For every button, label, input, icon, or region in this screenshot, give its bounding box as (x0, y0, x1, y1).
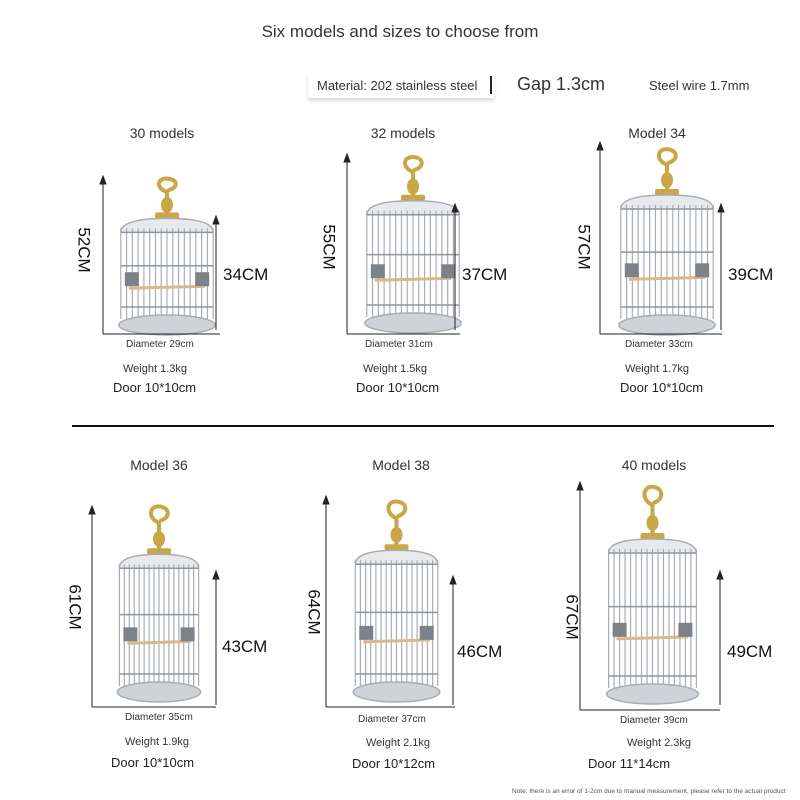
diameter-label: Diameter 31cm (365, 339, 433, 350)
height-label: 64CM (304, 589, 324, 635)
model-name: 40 models (621, 457, 687, 473)
weight-label: Weight 1.9kg (125, 736, 190, 748)
wire-spec: Steel wire 1.7mm (649, 78, 750, 93)
diameter-label: Diameter 37cm (358, 714, 426, 725)
weight-label: Weight 2.1kg (366, 737, 431, 749)
diameter-label: Diameter 35cm (125, 712, 193, 723)
door-label: Door 10*10cm (111, 755, 195, 770)
diameter-label: Diameter 29cm (126, 339, 194, 350)
material-spec: Material: 202 stainless steel (317, 78, 478, 93)
gap-spec: Gap 1.3cm (517, 74, 606, 94)
height-label: 61CM (65, 584, 85, 630)
door-label: Door 11*14cm (588, 756, 671, 771)
diameter-label: Diameter 33cm (625, 339, 693, 350)
door-label: Door 10*10cm (620, 380, 704, 395)
door-label: Door 10*12cm (352, 756, 436, 771)
height-label: 52CM (74, 227, 94, 273)
diameter-label: Diameter 39cm (620, 715, 688, 726)
door-label: Door 10*10cm (113, 380, 197, 395)
height-label: 57CM (574, 224, 594, 270)
model-name: Model 36 (130, 457, 188, 473)
model-name: Model 38 (372, 457, 430, 473)
weight-label: Weight 1.5kg (363, 363, 428, 375)
width-label: 46CM (457, 642, 503, 661)
measurement-note: Note: there is an error of 1-2cm due to manual measurement, please refer to the actual product (512, 788, 786, 795)
door-label: Door 10*10cm (356, 380, 440, 395)
weight-label: Weight 2.3kg (627, 737, 692, 749)
width-label: 49CM (727, 642, 773, 661)
model-name: 30 models (129, 125, 195, 141)
width-label: 37CM (462, 265, 508, 284)
model-name: 32 models (370, 125, 436, 141)
height-label: 67CM (562, 594, 582, 640)
width-label: 39CM (728, 265, 774, 284)
model-name: Model 34 (628, 125, 686, 141)
weight-label: Weight 1.3kg (123, 363, 188, 375)
weight-label: Weight 1.7kg (625, 363, 690, 375)
width-label: 43CM (222, 637, 268, 656)
height-label: 55CM (319, 224, 339, 270)
width-label: 34CM (223, 265, 269, 284)
page-title: Six models and sizes to choose from (261, 22, 539, 41)
